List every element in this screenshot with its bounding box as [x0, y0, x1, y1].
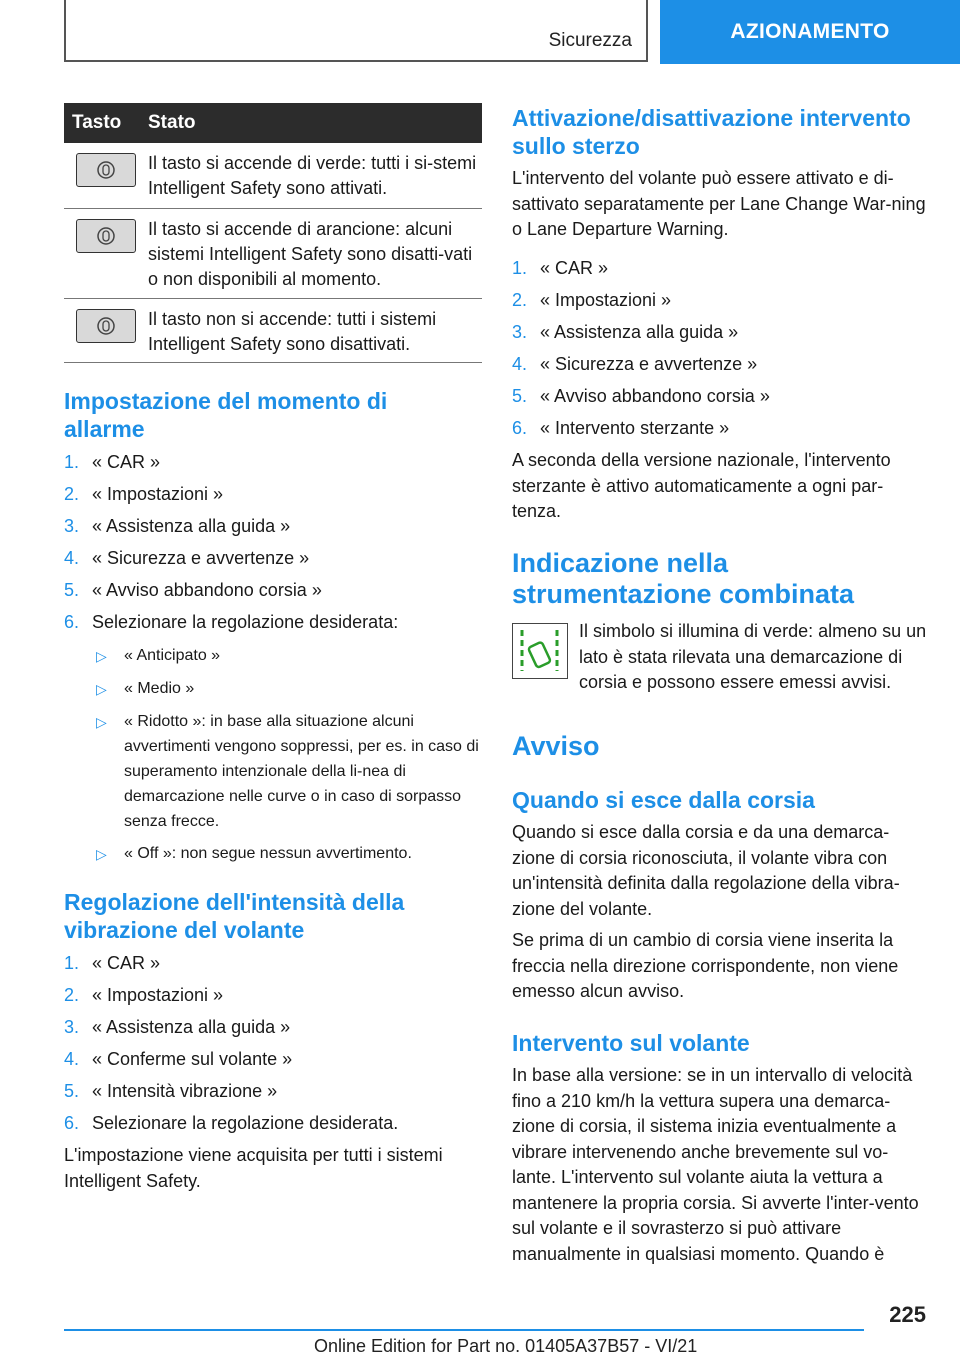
list-item: 5. « Avviso abbandono corsia » — [512, 386, 770, 406]
alarm-options-list — [94, 643, 482, 874]
list-item: 2. « Impostazioni » — [64, 484, 224, 504]
list-item: 6. Selezionare la regolazione desiderata: — [64, 612, 399, 632]
button-state-table — [64, 103, 482, 363]
list-item: 3. « Assistenza alla guida » — [512, 322, 739, 342]
steering-steps-list — [512, 252, 932, 444]
table-row — [64, 143, 482, 209]
cluster-text: Il simbolo si illumina di verde: almeno su un lato è stata rilevata una demarcazione di corsia e possono essere emessi avvisi. — [579, 621, 927, 692]
list-item: 5. « Intensità vibrazione » — [64, 1081, 278, 1101]
list-item: 2. « Impostazioni » — [64, 985, 224, 1005]
page-number: 225 — [889, 1302, 926, 1327]
triangle-bullet-icon: ▷ — [96, 648, 107, 664]
alarm-steps-list — [64, 446, 482, 638]
col-header-state: Stato — [148, 112, 196, 133]
triangle-bullet-icon: ▷ — [96, 681, 107, 697]
list-item: 1. « CAR » — [64, 452, 161, 472]
vibration-heading: Regolazione dell'intensità della vibrazione del volante — [64, 889, 405, 943]
turn-signal-text: Se prima di un cambio di corsia viene inserita la freccia nella direzione corrispondente, non viene emesso alcun avviso. — [512, 930, 899, 1001]
list-item: 4. « Sicurezza e avvertenze » — [512, 354, 758, 374]
vibration-note: L'impostazione viene acquisita per tutti i sistemi Intelligent Safety. — [64, 1145, 443, 1191]
chapter-tab: AZIONAMENTO — [660, 0, 960, 64]
safety-button-icon — [76, 153, 136, 187]
vibration-steps-list — [64, 947, 482, 1139]
list-item: 1. « CAR » — [64, 953, 161, 973]
list-item: 2. « Impostazioni » — [512, 290, 672, 310]
leaving-lane-heading: Quando si esce dalla corsia — [512, 787, 815, 813]
list-item: ▷ « Off »: non segue nessun avvertimento. — [94, 841, 482, 867]
lane-assist-icon — [512, 623, 568, 679]
list-item: 6. Selezionare la regolazione desiderata. — [64, 1113, 399, 1133]
list-item: 4. « Conferme sul volante » — [64, 1049, 293, 1069]
warning-heading: Avviso — [512, 731, 600, 761]
triangle-bullet-icon: ▷ — [96, 846, 107, 862]
steering-note: A seconda della versione nazionale, l'intervento sterzante è attivo automaticamente a ogni par-tenza. — [512, 450, 891, 521]
list-item: 5. « Avviso abbandono corsia » — [64, 580, 322, 600]
footer-edition: Online Edition for Part no. 01405A37B57 - VI/21 — [314, 1336, 698, 1356]
list-item: ▷ « Anticipato » — [94, 643, 482, 669]
list-item: ▷ « Medio » — [94, 676, 482, 702]
col-header-key: Tasto — [72, 112, 122, 133]
steering-heading: Attivazione/disattivazione intervento sullo sterzo — [512, 105, 911, 159]
safety-button-icon — [76, 219, 136, 253]
steering-intervention-heading: Intervento sul volante — [512, 1030, 750, 1056]
footer-divider — [64, 1329, 864, 1331]
steering-intro: L'intervento del volante può essere attivato e di-sattivato separatamente per Lane Change War-ning o Lane Departure Warning. — [512, 168, 926, 239]
list-item: 4. « Sicurezza e avvertenze » — [64, 548, 310, 568]
cluster-heading: Indicazione nella strumentazione combinata — [512, 548, 855, 609]
list-item: 3. « Assistenza alla guida » — [64, 1017, 291, 1037]
triangle-bullet-icon: ▷ — [96, 714, 107, 730]
header-frame — [64, 0, 648, 62]
list-item: 1. « CAR » — [512, 258, 609, 278]
alarm-timing-heading: Impostazione del momento di allarme — [64, 388, 388, 442]
table-header — [64, 103, 482, 143]
section-title: Sicurezza — [548, 30, 632, 51]
table-cell-state: Il tasto non si accende: tutti i sistemi Intelligent Safety sono disattivati. — [148, 309, 437, 354]
table-cell-state: Il tasto si accende di verde: tutti i si-stemi Intelligent Safety sono attivati. — [148, 153, 477, 198]
leaving-lane-text: Quando si esce dalla corsia e da una demarca-zione di corsia riconosciuta, il volante vibra con un'intensità definita dalla regolazione della vibra-zione del volante. — [512, 822, 900, 919]
table-cell-state: Il tasto si accende di arancione: alcuni sistemi Intelligent Safety sono disatti-vati o non disponibili al momento. — [148, 219, 473, 289]
safety-button-icon — [76, 309, 136, 343]
list-item: 3. « Assistenza alla guida » — [64, 516, 291, 536]
list-item: ▷ « Ridotto »: in base alla situazione alcuni avvertimenti vengono soppressi, per es. in caso di superamento intenzionale della li-nea di demarcazione nelle curve o in caso di sorpasso senza frecce. — [94, 709, 482, 834]
table-row — [64, 299, 482, 363]
steering-intervention-text: In base alla versione: se in un intervallo di velocità fino a 210 km/h la vettura supera una demarca-zione di corsia, il sistema inizia eventualmente a vibrare intervenendo anche brevemente sul vo-lante. L'intervento sul volante aiuta la vettura a mantenere la propria corsia. Si avverte l'inter-vento sul volante e il sovrasterzo si può attivare manualmente in qualsiasi momento. Quando è — [512, 1065, 919, 1264]
list-item: 6. « Intervento sterzante » — [512, 418, 730, 438]
table-row — [64, 209, 482, 299]
